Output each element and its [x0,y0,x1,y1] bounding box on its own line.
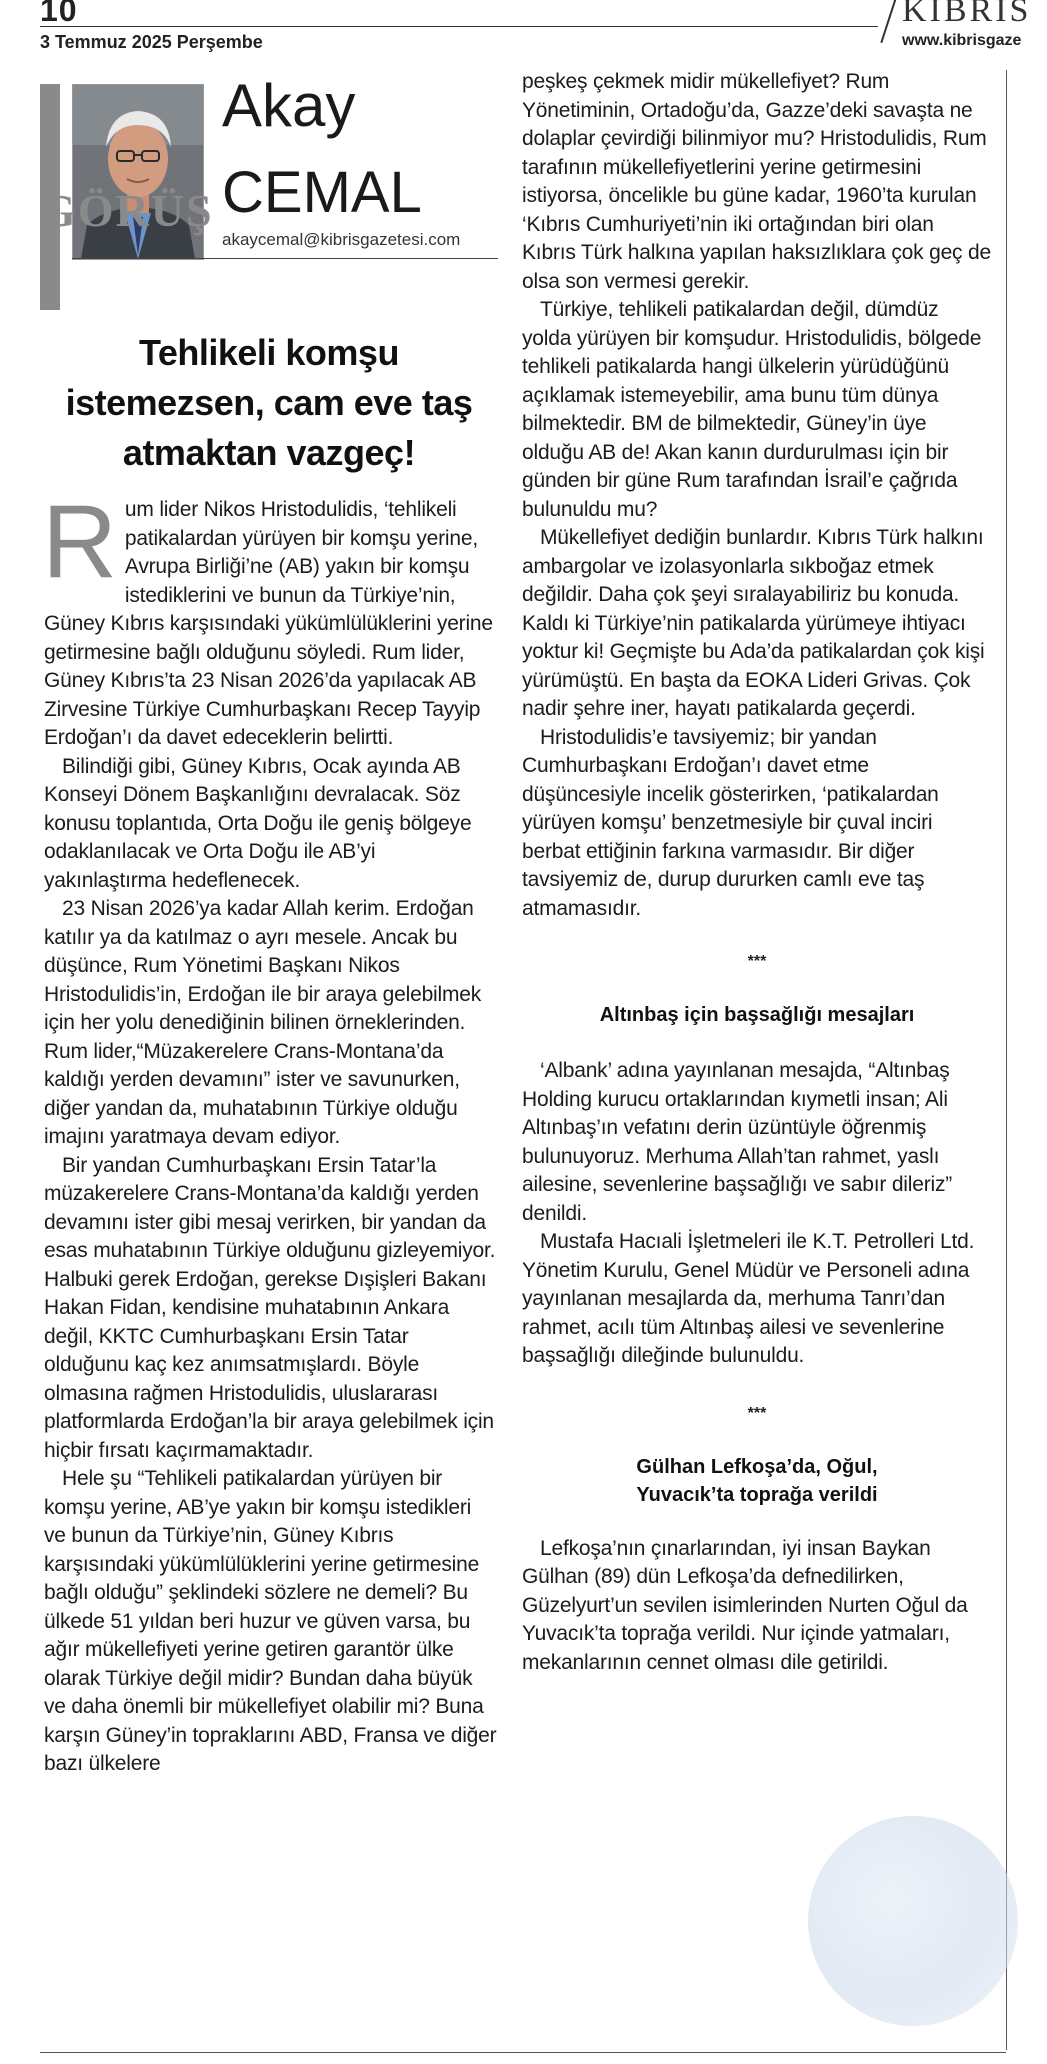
obituary-paragraph: Lefkoşa’nın çınarlarından, iyi insan Baykan Gülhan (89) dün Lefkoşa’da defnedilirken, Güzelyurt’un sevilen isimlerinden Nurten Oğul da Yuvacık’ta toprağa verildi. Nur içinde yatmaları, mekanlarının cennet olması dile getirildi. [522,1536,968,1674]
author-first-name: Akay [222,72,356,139]
article-paragraph: Mükellefiyet dediğin bunlardır. Kıbrıs Türk halkını ambargolar ve izolasyonlarla sıkboğaz etmek değildir. Daha çok şeyi sıralayabiliriz bu konuda. Kaldı ki Türkiye’nin patikalarda yürümeye ihtiyacı yoktur ki! Geçmişte bu Ada’da patikalardan çok kişi yürümüştü. En başta da EOKA Lideri Grivas. Çok nadir şehre iner, hayatı patikalarda geçerdi. [522,526,985,720]
masthead-divider [880,0,897,43]
author-email: akaycemal@kibrisgazetesi.com [222,230,461,249]
article-paragraph: Bilindiği gibi, Güney Kıbrıs, Ocak ayında AB Konseyi Dönem Başkanlığını devralacak. Söz konusu toplantıda, Orta Doğu ile geniş bölgeye odaklanılacak ve Orta Doğu ile AB’yi yakınlaştırma hedeflenecek. [44,754,472,892]
article-body-right [522,68,992,1677]
page-number: 10 [40,0,78,28]
column-rule-right [1006,70,1007,2050]
header-rule [40,26,878,27]
author-last-name: CEMAL [222,160,422,225]
issue-date: 3 Temmuz 2025 Perşembe [40,32,263,52]
condolence-paragraph: Mustafa Hacıali İşletmeleri ile K.T. Petrolleri Ltd. Yönetim Kurulu, Genel Müdür ve Personeli adına yayınlanan mesajlarda da, merhuma Tanrı’dan rahmet, acılı tüm Altınbaş ailesi ve sevenlerine başsağlığı dileğinde bulunuldu. [522,1230,975,1367]
article-paragraph: Bir yandan Cumhurbaşkanı Ersin Tatar’la müzakerelere Crans-Montana’da kaldığı yerden devamını ister gibi mesaj verirken, bir yandan da esas muhatabının Türkiye olduğunu gizleyemiyor. Halbuki gerek Erdoğan, gerekse Dışişleri Bakanı Hakan Fidan, kendisine muhatabının Ankara değil, KKTC Cumhurbaşkanı Ersin Tatar olduğunu kaç kez anımsatmışlardı. Böyle olmasına rağmen Hristodulidis, uluslararası platformlarda Erdoğan’la bir araya gelebilmek için hiçbir fırsatı kaçırmamaktadır. [44,1153,496,1462]
masthead-website: www.kibrisgaze [902,32,1022,49]
obituary-title-line: Yuvacık’ta toprağa verildi [636,1483,878,1506]
condolence-title: Altınbaş için başsağlığı mesajları [599,1004,915,1026]
obituary-title-line: Gülhan Lefkoşa’da, Oğul, [636,1455,878,1478]
article-paragraph: Türkiye, tehlikeli patikalardan değil, dümdüz yolda yürüyen bir komşudur. Hristodulidis, bölgede tehlikeli patikalarda hangi ülkelerin yürüdüğünü açıklamak istemeyebilir, ama bunu tüm dünya bilmektedir. BM de bilmektedir, Güney’in üye olduğu AB de! Akan kanın durdurulması için bir günden bir güne Rum tarafından İsrail’e çağrıda bulunuldu mu? [522,298,982,521]
section-label: GÖRÜŞ [40,185,214,236]
article-paragraph: peşkeş çekmek midir mükellefiyet? Rum Yönetiminin, Ortadoğu’da, Gazze’deki savaşta ne dolaplar çevirdiği bilinmiyor mu? Hristodulidis, Rum tarafının mükellefiyetlerini yerine getirmesini istiyorsa, öncelikle bu güne kadar, 1960’ta kurulan ‘Kıbrıs Cumhuriyeti’nin iki ortağından biri olan Kıbrıs Türk halkına yapılan haksızlıklara çok geç de olsa son vermesi gerekir. [522,70,991,293]
drop-cap: R [42,484,117,600]
masthead-brand: KIBRIS [902,0,1032,29]
article-headline: Tehlikeli komşu istemezsen, cam eve taş atmaktan vazgeç! [65,332,473,473]
condolence-paragraph: ‘Albank’ adına yayınlanan mesajda, “Altınbaş Holding kurucu ortaklarından kıymetli insan; Ali Altınbaş’ın vefatını derin üzüntüyle öğrenmiş bulunuyoruz. Merhuma Allah’tan rahmet, yaslı ailesine, sevenlerine başsağlığı ve sabır dileriz” denildi. [522,1059,953,1225]
article-body-left [42,484,498,1779]
obituary-title [522,1453,992,1509]
author-rule [72,258,498,259]
article-paragraph: 23 Nisan 2026’ya kadar Allah kerim. Erdoğan katılır ya da katılmaz o ayrı mesele. Ancak bu düşünce, Rum Yönetimi Başkanı Nikos Hristodulidis’in, Erdoğan ile bir araya gelebilmek için her yolu denediğinin bilinen örneklerinden. Rum lider,“Müzakerelere Crans-Montana’da kaldığı yerden devamını” ister ve savunurken, diğer yandan da, muhatabının Türkiye olduğu imajını yaratmaya devam ediyor. [44,897,482,1148]
article-paragraph: Rum lider Nikos Hristodulidis, ‘tehlikeli patikalardan yürüyen bir komşu yerine, Avrupa Birliği’ne (AB) yakın bir komşu istediklerini ve bunun da Türkiye’nin, Güney Kıbrıs karşısındaki yükümlülüklerini yerine getirmesine bağlı olduğunu söyledi. Rum lider, Güney Kıbrıs’ta 23 Nisan 2026’da yapılacak AB Zirvesine Türkiye Cumhurbaşkanı Recep Tayyip Erdoğan’ı da davet edeceklerin belirtti. [42,484,493,749]
section-separator: *** [747,953,767,970]
footer-rule [40,2052,1006,2053]
article-paragraph: Hristodulidis’e tavsiyemiz; bir yandan Cumhurbaşkanı Erdoğan’ı davet etme düşüncesiyle incelik gösterirken, ‘patikalardan yürüyen komşu’ benzetmesiyle bir çuval inciri berbat ettiğinin farkına varmasıdır. Bir diğer tavsiyemiz de, durup dururken camlı eve taş atmamasıdır. [522,725,939,920]
section-separator: *** [747,1404,767,1422]
watermark-seal [808,1816,1018,2026]
article-paragraph: Hele şu “Tehlikeli patikalardan yürüyen bir komşu yerine, AB’ye yakın bir komşu istedikleri ve bunun da Türkiye’nin, Güney Kıbrıs karşısındaki yükümlülüklerini yerine getirmesine bağlı olduğu” şeklindeki sözlere ne demeli? Bu ülkede 51 yıldan beri huzur ve güven varsa, bu ağır mükellefiyeti yerine getiren garantör ülke olarak Türkiye değil midir? Bundan daha büyük ve daha önemli bir mükellefiyet olabilir mi? Buna karşın Güney’in topraklarını ABD, Fransa ve diğer bazı ülkelere [44,1467,497,1775]
